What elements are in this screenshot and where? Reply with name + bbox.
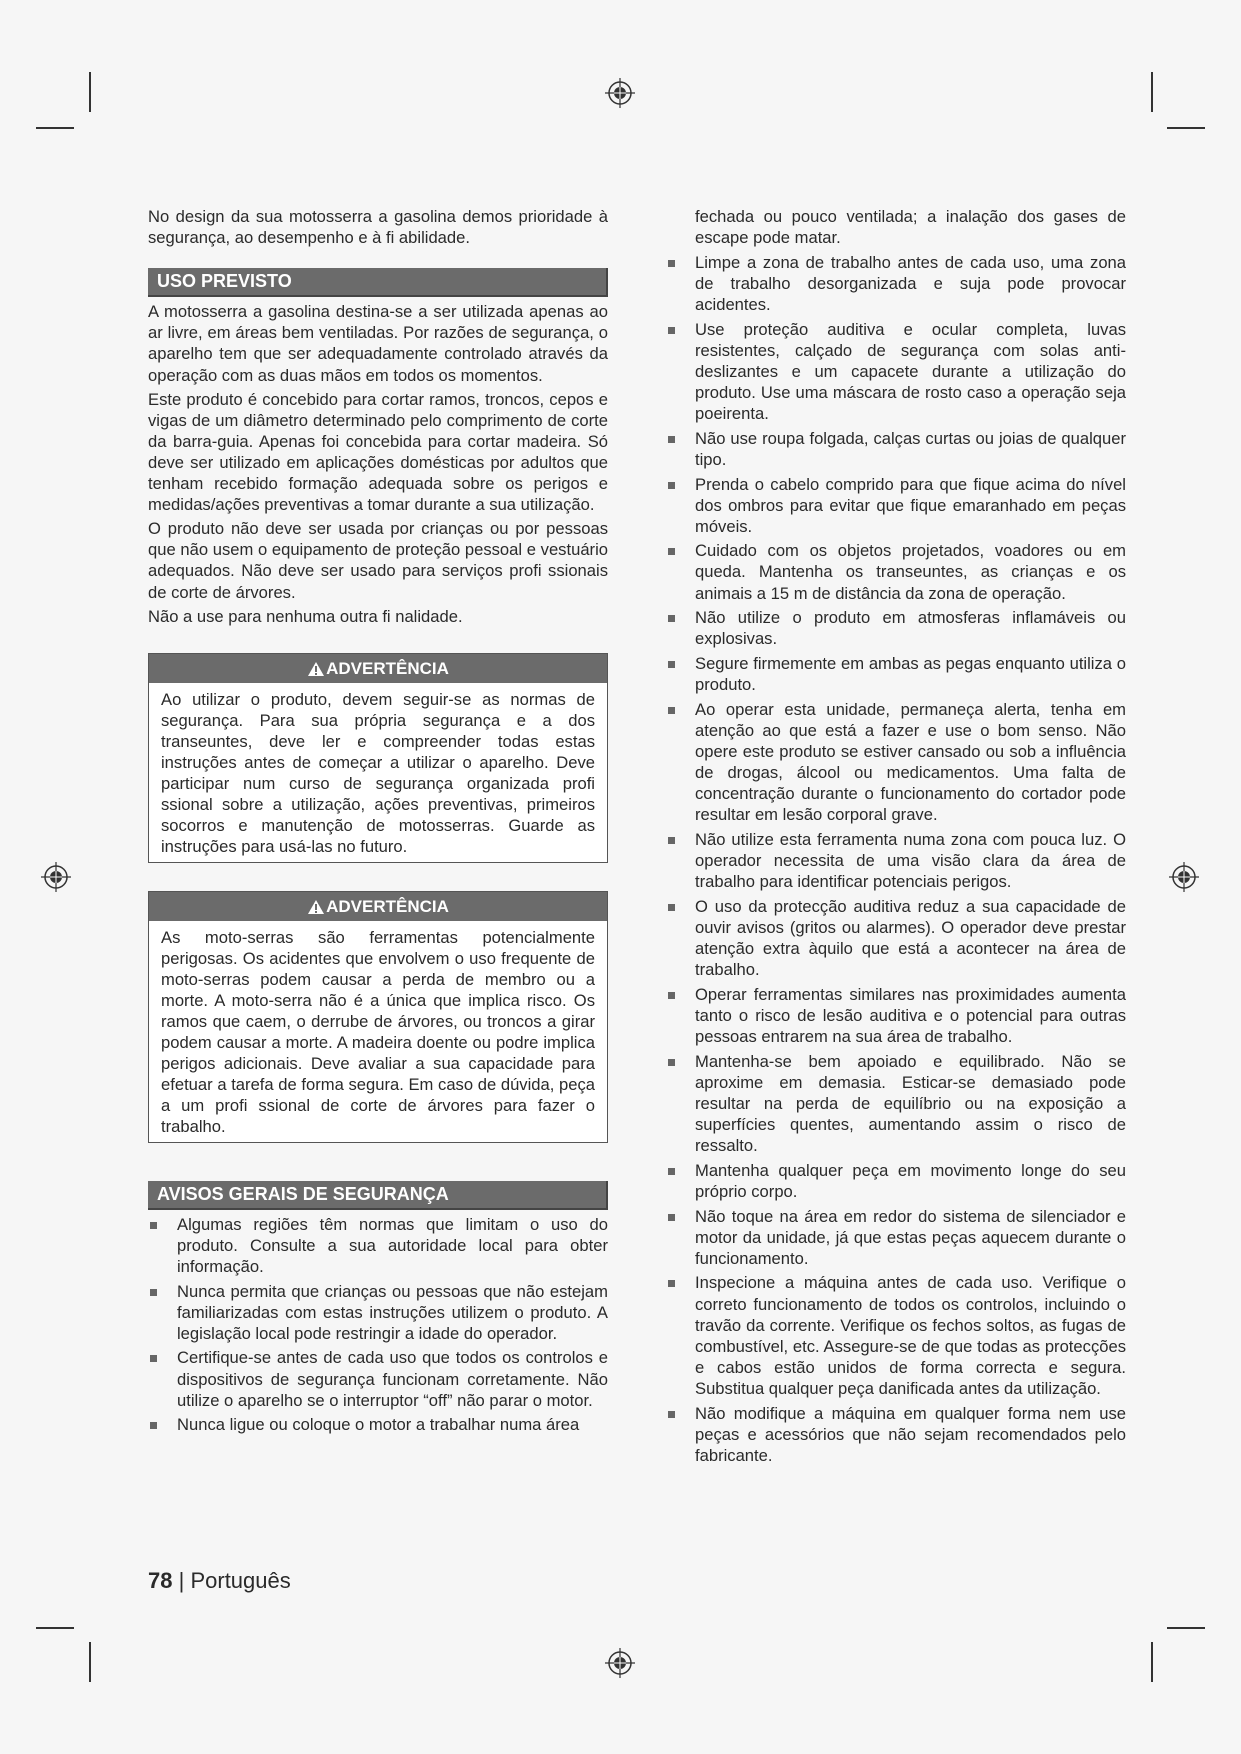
warning-triangle-icon: [307, 661, 325, 677]
warning-heading: [149, 892, 607, 921]
list-item: Inspecione a máquina antes de cada uso. Verifique o correto funcionamento de todos os controlos, incluindo o travão da corrente. Verifique os fechos soltos, as fugas de combustível, etc. Assegure-se de que todas as protecções e cabos estão unidos de forma correcta e segura. Substitua qualquer peça danificada antes da utilização.: [666, 1272, 1126, 1399]
list-item: Nunca permita que crianças ou pessoas que não estejam familiarizadas com estas instruções utilizem o produto. A legislação local pode restringir a idade do operador.: [148, 1281, 608, 1344]
registration-mark-icon: [605, 78, 635, 108]
crop-mark: [1167, 127, 1205, 129]
left-column: [148, 206, 608, 1439]
crop-mark: [1167, 1627, 1205, 1629]
intro-paragraph: No design da sua motosserra a gasolina demos prioridade à segurança, ao desempenho e à fi abilidade.: [148, 207, 608, 248]
list-item: Não modifique a máquina em qualquer forma nem use peças e acessórios que não sejam recomendados pelo fabricante.: [666, 1403, 1126, 1466]
uso-previsto-paragraph: A motosserra a gasolina destina-se a ser utilizada apenas ao ar livre, em áreas bem ventiladas. Por razões de segurança, o aparelho tem que ser adequadamente controlado através da operação com as duas mãos em todos os momentos.: [148, 302, 608, 385]
registration-mark-icon: [1169, 862, 1199, 892]
list-item: Não toque na área em redor do sistema de silenciador e motor da unidade, já que estas peças aquecem durante o funcionamento.: [666, 1206, 1126, 1269]
list-item: Não use roupa folgada, calças curtas ou joias de qualquer tipo.: [666, 428, 1126, 470]
list-item: O uso da protecção auditiva reduz a sua capacidade de ouvir avisos (gritos ou alarmes). O operador deve prestar atenção extra àquilo que está a acontecer na área de trabalho.: [666, 896, 1126, 980]
list-item: Operar ferramentas similares nas proximidades aumenta tanto o risco de lesão auditiva e o potencial para outras pessoas entrarem na sua área de trabalho.: [666, 984, 1126, 1047]
warning-heading-text: ADVERTÊNCIA: [326, 658, 449, 678]
page-footer: [148, 1568, 291, 1594]
list-item: Algumas regiões têm normas que limitam o uso do produto. Consulte a sua autoridade local para obter informação.: [148, 1214, 608, 1277]
registration-mark-icon: [41, 862, 71, 892]
list-item-continuation: fechada ou pouco ventilada; a inalação dos gases de escape pode matar.: [695, 207, 1126, 248]
uso-previsto-paragraph: Não a use para nenhuma outra fi nalidade.: [148, 606, 463, 626]
list-item: Segure firmemente em ambas as pegas enquanto utiliza o produto.: [666, 653, 1126, 695]
footer-language: Português: [190, 1568, 291, 1593]
crop-mark: [89, 1642, 91, 1682]
list-item: Não utilize esta ferramenta numa zona com pouca luz. O operador necessita de uma visão clara da área de trabalho para identificar potenciais perigos.: [666, 829, 1126, 892]
warning-text: As moto-serras são ferramentas potencialmente perigosas. Os acidentes que envolvem o uso frequente de moto-serras podem causar a perda de membro ou a morte. A moto-serra não é a única que implica risco. Os ramos que caem, o derrube de árvores, ou troncos a girar podem causar a morte. A madeira doente ou podre implica perigos adicionais. Deve avaliar a sua capacidade para efetuar a tarefa de forma segura. Em caso de dúvida, peça a um profi ssional de corte de árvores para fazer o trabalho.: [161, 927, 595, 1137]
crop-mark: [36, 1627, 74, 1629]
list-item: Cuidado com os objetos projetados, voadores ou em queda. Mantenha os transeuntes, as crianças e os animais a 15 m de distância da zona de operação.: [666, 540, 1126, 603]
list-item: Nunca ligue ou coloque o motor a trabalhar numa área: [148, 1414, 608, 1435]
registration-mark-icon: [605, 1648, 635, 1678]
footer-separator: |: [178, 1568, 185, 1593]
crop-mark: [89, 72, 91, 112]
list-item: Ao operar esta unidade, permaneça alerta, tenha em atenção ao que está a fazer e use o bom senso. Não opere este produto se estiver cansado ou sob a influência de drogas, álcool ou medicamentos. Uma falta de concentração durante o funcionamento do cortador pode resultar em lesão corporal grave.: [666, 699, 1126, 826]
warning-triangle-icon: [307, 899, 325, 915]
warning-heading: [149, 654, 607, 683]
crop-mark: [1151, 1642, 1153, 1682]
crop-mark: [36, 127, 74, 129]
list-item: Use proteção auditiva e ocular completa, luvas resistentes, calçado de segurança com solas anti-deslizantes e um capacete durante a utilização do produto. Use uma máscara de rosto caso a operação seja poeirenta.: [666, 319, 1126, 424]
uso-previsto-paragraph: O produto não deve ser usada por crianças ou por pessoas que não usem o equipamento de proteção pessoal e vestuário adequados. Não deve ser usado para serviços profi ssionais de corte de árvores.: [148, 519, 608, 602]
safety-list-right: [666, 206, 1126, 1466]
warning-text: Ao utilizar o produto, devem seguir-se as normas de segurança. Para sua própria segurança e a dos transeuntes, deve ler e compreender todas estas instruções antes de começar a utilizar o aparelho. Deve participar num curso de segurança organizada profi ssional sobre a utilização, ações preventivas, primeiros socorros e manutenção de motosserras. Guarde as instruções para usá-las no futuro.: [161, 689, 595, 857]
section-heading-uso-previsto: USO PREVISTO: [148, 268, 608, 297]
list-item: Certifique-se antes de cada uso que todos os controlos e dispositivos de segurança funcionam corretamente. Não utilize o aparelho se o interruptor “off” não parar o motor.: [148, 1347, 608, 1410]
list-item: Mantenha-se bem apoiado e equilibrado. Não se aproxime em demasia. Esticar-se demasiado pode resultar na perda de equilíbrio ou na exposição a superfícies quentes, aumentando assim o risco de ressalto.: [666, 1051, 1126, 1156]
warning-box: [148, 891, 608, 1143]
uso-previsto-paragraph: Este produto é concebido para cortar ramos, troncos, cepos e vigas de um diâmetro determinado pelo comprimento de corte da barra-guia. Apenas foi concebida para cortar madeira. Só deve ser utilizado em aplicações domésticas por adultos que tenham recebido formação adequada sobre os perigos e medidas/ações preventivas a tomar durante a sua utilização.: [148, 389, 608, 515]
safety-list-left: [148, 1214, 608, 1436]
list-item: Mantenha qualquer peça em movimento longe do seu próprio corpo.: [666, 1160, 1126, 1202]
right-column: [666, 206, 1126, 1469]
page-number: 78: [148, 1568, 173, 1593]
list-item: Não utilize o produto em atmosferas inflamáveis ou explosivas.: [666, 607, 1126, 649]
crop-mark: [1151, 72, 1153, 112]
list-item: Prenda o cabelo comprido para que fique acima do nível dos ombros para evitar que fique emaranhado em peças móveis.: [666, 474, 1126, 537]
warning-box: [148, 653, 608, 863]
list-item: Limpe a zona de trabalho antes de cada uso, uma zona de trabalho desorganizada e suja pode provocar acidentes.: [666, 252, 1126, 315]
warning-heading-text: ADVERTÊNCIA: [326, 896, 449, 916]
section-heading-avisos: AVISOS GERAIS DE SEGURANÇA: [148, 1181, 608, 1210]
